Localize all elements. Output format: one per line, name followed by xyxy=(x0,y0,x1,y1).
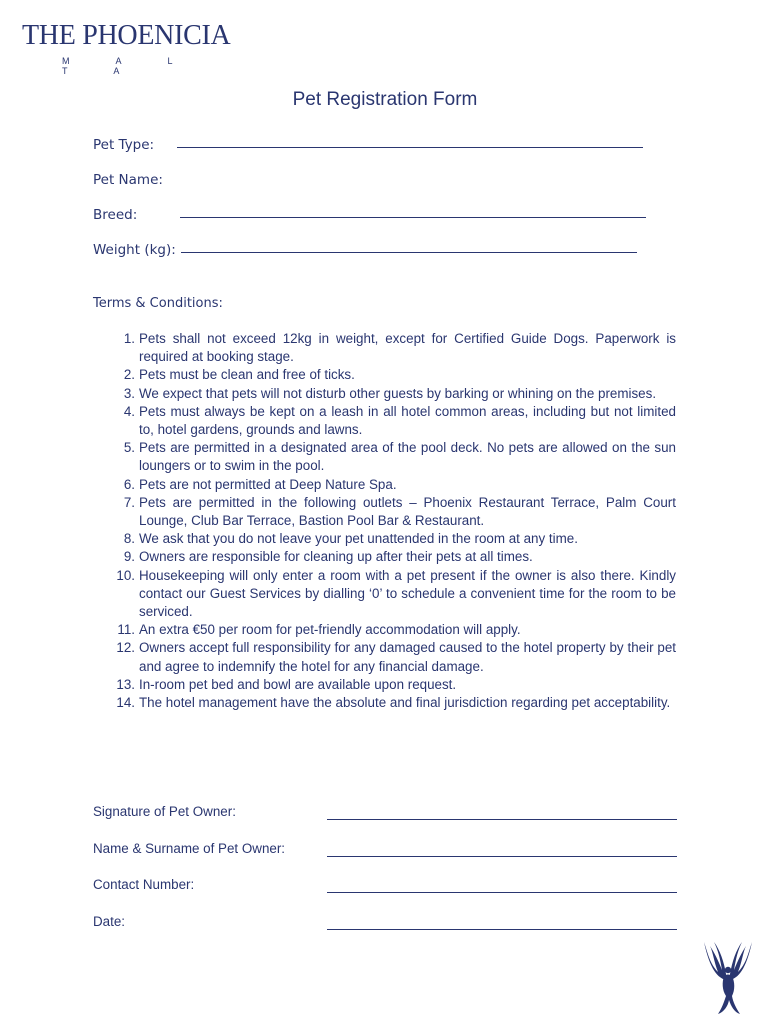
terms-list xyxy=(108,330,676,712)
terms-item-text: Pets are not permitted at Deep Nature Spa. xyxy=(139,476,397,492)
terms-item-number: 12. xyxy=(116,640,135,656)
contact-number-label: Contact Number: xyxy=(93,877,195,892)
terms-item-number: 7. xyxy=(123,494,135,510)
terms-item-text: Pets are permitted in the following outlets – Phoenix Restaurant Terrace, Palm Court Lounge, Club Bar Terrace, Bastion Pool Bar & Restaurant. xyxy=(139,494,676,529)
terms-item-number: 5. xyxy=(123,440,135,456)
phoenix-emblem-icon xyxy=(700,940,756,1018)
terms-item-text: The hotel management have the absolute and final jurisdiction regarding pet acceptability. xyxy=(139,695,671,711)
terms-item-number: 4. xyxy=(123,403,135,419)
terms-item xyxy=(108,639,676,675)
terms-item-number: 6. xyxy=(123,476,135,492)
date-label: Date: xyxy=(93,914,126,929)
terms-item-number: 11. xyxy=(117,622,135,638)
field-pet-name xyxy=(93,172,163,188)
terms-item xyxy=(108,694,676,712)
terms-item xyxy=(108,621,676,639)
field-breed xyxy=(93,207,646,223)
terms-item-text: Housekeeping will only enter a room with a pet present if the owner is also there. Kindly contact our Guest Services by dialling ‘0’ to schedule a convenient time for the room to be serviced. xyxy=(139,567,676,620)
owner-name-label: Name & Surname of Pet Owner: xyxy=(93,841,286,856)
terms-item-number: 9. xyxy=(123,549,135,565)
terms-item-text: In-room pet bed and bowl are available upon request. xyxy=(139,676,457,692)
field-breed-label: Breed: xyxy=(93,207,138,223)
terms-item xyxy=(108,676,676,694)
field-pet-type-line[interactable] xyxy=(177,146,643,148)
terms-item xyxy=(108,494,676,530)
terms-item xyxy=(108,548,676,566)
terms-item-text: Owners are responsible for cleaning up after their pets at all times. xyxy=(139,549,533,565)
field-pet-type xyxy=(93,137,643,153)
terms-item-text: Pets are permitted in a designated area of the pool deck. No pets are allowed on the sun loungers or to swim in the pool. xyxy=(139,440,676,474)
field-pet-type-label: Pet Type: xyxy=(93,137,155,153)
terms-item-number: 8. xyxy=(123,531,135,547)
terms-item-text: We expect that pets will not disturb other guests by barking or whining on the premises. xyxy=(139,385,657,401)
date-line[interactable] xyxy=(327,929,677,930)
terms-item xyxy=(108,439,676,475)
terms-item-text: Pets shall not exceed 12kg in weight, except for Certified Guide Dogs. Paperwork is required at booking stage. xyxy=(139,331,676,365)
owner-name-line[interactable] xyxy=(327,856,677,857)
terms-item xyxy=(108,330,676,366)
terms-item-number: 10. xyxy=(116,567,135,583)
terms-item-number: 13. xyxy=(116,676,135,692)
field-weight xyxy=(93,242,637,258)
terms-item-text: Owners accept full responsibility for any damaged caused to the hotel property by their pet and agree to indemnify the hotel for any financial damage. xyxy=(139,640,676,674)
terms-item-number: 3. xyxy=(123,385,135,401)
brand-location: M A L T A xyxy=(62,56,195,76)
signature-label: Signature of Pet Owner: xyxy=(93,804,236,819)
signature-line[interactable] xyxy=(327,819,677,820)
terms-item-number: 1. xyxy=(123,331,135,346)
terms-item-text: Pets must always be kept on a leash in all hotel common areas, including but not limited to, hotel gardens, grounds and lawns. xyxy=(139,403,676,438)
field-weight-label: Weight (kg): xyxy=(93,242,176,258)
field-breed-line[interactable] xyxy=(180,216,646,218)
terms-item xyxy=(108,476,676,494)
terms-heading: Terms & Conditions: xyxy=(93,296,223,311)
brand-logo xyxy=(22,20,232,76)
brand-name: THE PHOENICIA xyxy=(22,20,231,51)
page-title: Pet Registration Form xyxy=(292,89,478,110)
terms-item-number: 14. xyxy=(116,695,135,711)
terms-item xyxy=(108,403,676,439)
field-pet-name-label: Pet Name: xyxy=(93,172,163,188)
field-weight-line[interactable] xyxy=(181,251,637,253)
contact-number-line[interactable] xyxy=(327,892,677,893)
terms-item xyxy=(108,385,676,403)
terms-item-text: Pets must be clean and free of ticks. xyxy=(139,367,355,383)
terms-item-text: An extra €50 per room for pet-friendly accommodation will apply. xyxy=(139,622,521,638)
terms-item xyxy=(108,567,676,622)
terms-item xyxy=(108,366,676,384)
terms-item xyxy=(108,530,676,548)
terms-item-number: 2. xyxy=(123,367,135,383)
terms-item-text: We ask that you do not leave your pet unattended in the room at any time. xyxy=(139,531,578,547)
